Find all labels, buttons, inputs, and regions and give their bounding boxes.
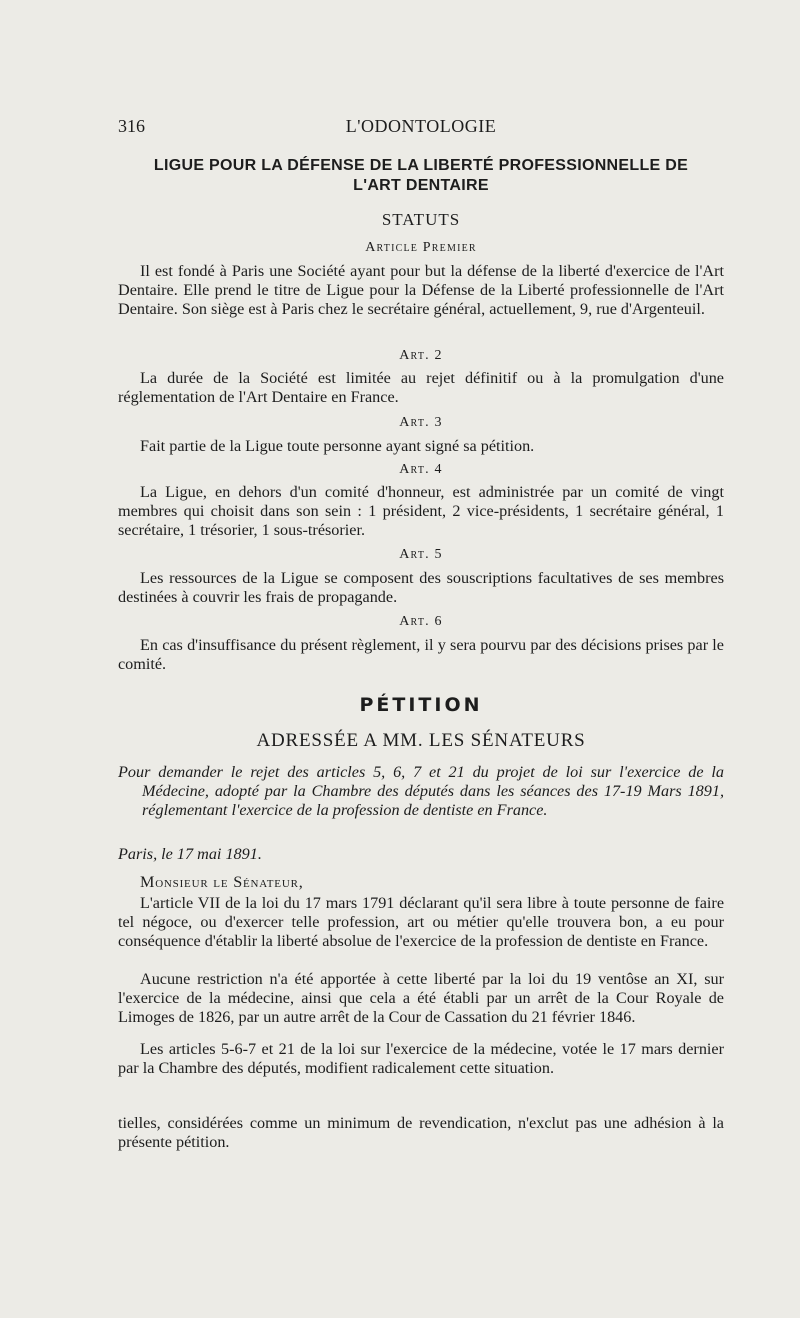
article-text: La durée de la Société est limitée au rejet définitif ou à la promulgation d'une réglementation de l'Art Dentaire en France.: [118, 369, 724, 406]
ligue-title: [118, 156, 724, 196]
petition-paragraph: Les articles 5-6-7 et 21 de la loi sur l'exercice de la médecine, votée le 17 mars dernier par la Chambre des députés, modifient radicalement cette situation.: [118, 1040, 724, 1077]
petition-footnote: tielles, considérées comme un minimum de revendication, n'exclut pas une adhésion à la présente pétition.: [118, 1114, 724, 1151]
petition-salutation: Monsieur le Sénateur,: [140, 873, 304, 891]
petition-dateline: Paris, le 17 mai 1891.: [118, 845, 262, 863]
page-header: [118, 116, 724, 140]
petition-subheading: ADRESSÉE A MM. LES SÉNATEURS: [256, 730, 586, 751]
petition-paragraph: Aucune restriction n'a été apportée à cette liberté par la loi du 19 ventôse an XI, sur l'exercice de la médecine, ainsi que cela a été établi par un arrêt de la Cour Royale de Limoges de 1826, par un autre arrêt de la Cour de Cassation du 21 février 1846.: [118, 970, 724, 1026]
article-text: Fait partie de la Ligue toute personne ayant signé sa pétition.: [140, 437, 535, 455]
petition-paragraph: L'article VII de la loi du 17 mars 1791 déclarant qu'il sera libre à toute personne de faire tel négoce, ou d'exercer telle profession, art ou métier qu'elle trouvera bon, a eu pour conséquence d'établir la liberté absolue de l'exercice de la profession de dentiste en France.: [118, 894, 724, 950]
running-head: L'ODONTOLOGIE: [345, 116, 497, 136]
article-heading: Article Premier: [365, 240, 477, 255]
petition-heading: PÉTITION: [359, 694, 483, 716]
article-heading: Art. 6: [399, 614, 443, 629]
article-text: Les ressources de la Ligue se composent des souscriptions facultatives de ses membres destinées à couvrir les frais de propagande.: [118, 569, 724, 606]
article-heading: Art. 3: [399, 415, 443, 430]
title-line-1: LIGUE POUR LA DÉFENSE DE LA LIBERTÉ PROFESSIONNELLE DE: [153, 157, 689, 174]
page-number: 316: [118, 116, 145, 136]
petition-purpose: Pour demander le rejet des articles 5, 6, 7 et 21 du projet de loi sur l'exercice de la Médecine, adopté par la Chambre des députés dans les séances des 17-19 Mars 1891, réglementant l'exercice de la profession de dentiste en France.: [118, 763, 724, 819]
statuts-heading: STATUTS: [381, 210, 461, 229]
article-text: Il est fondé à Paris une Société ayant pour but la défense de la liberté d'exercice de l'Art Dentaire. Elle prend le titre de Ligue pour la Défense de la Liberté professionnelle de l'Art Dentaire. Son siège est à Paris chez le secrétaire général, actuellement, 9, rue d'Argenteuil.: [118, 262, 724, 318]
article-text: La Ligue, en dehors d'un comité d'honneur, est administrée par un comité de vingt membres qui choisit dans son sein : 1 président, 2 vice-présidents, 1 secrétaire général, 1 secrétaire, 1 trésorier, 1 sous-trésorier.: [118, 483, 724, 539]
article-heading: Art. 5: [399, 547, 443, 562]
title-line-2: L'ART DENTAIRE: [353, 177, 489, 194]
article-heading: Art. 2: [399, 348, 443, 363]
article-heading: Art. 4: [399, 462, 443, 477]
article-text: En cas d'insuffisance du présent règlement, il y sera pourvu par des décisions prises par le comité.: [118, 636, 724, 673]
